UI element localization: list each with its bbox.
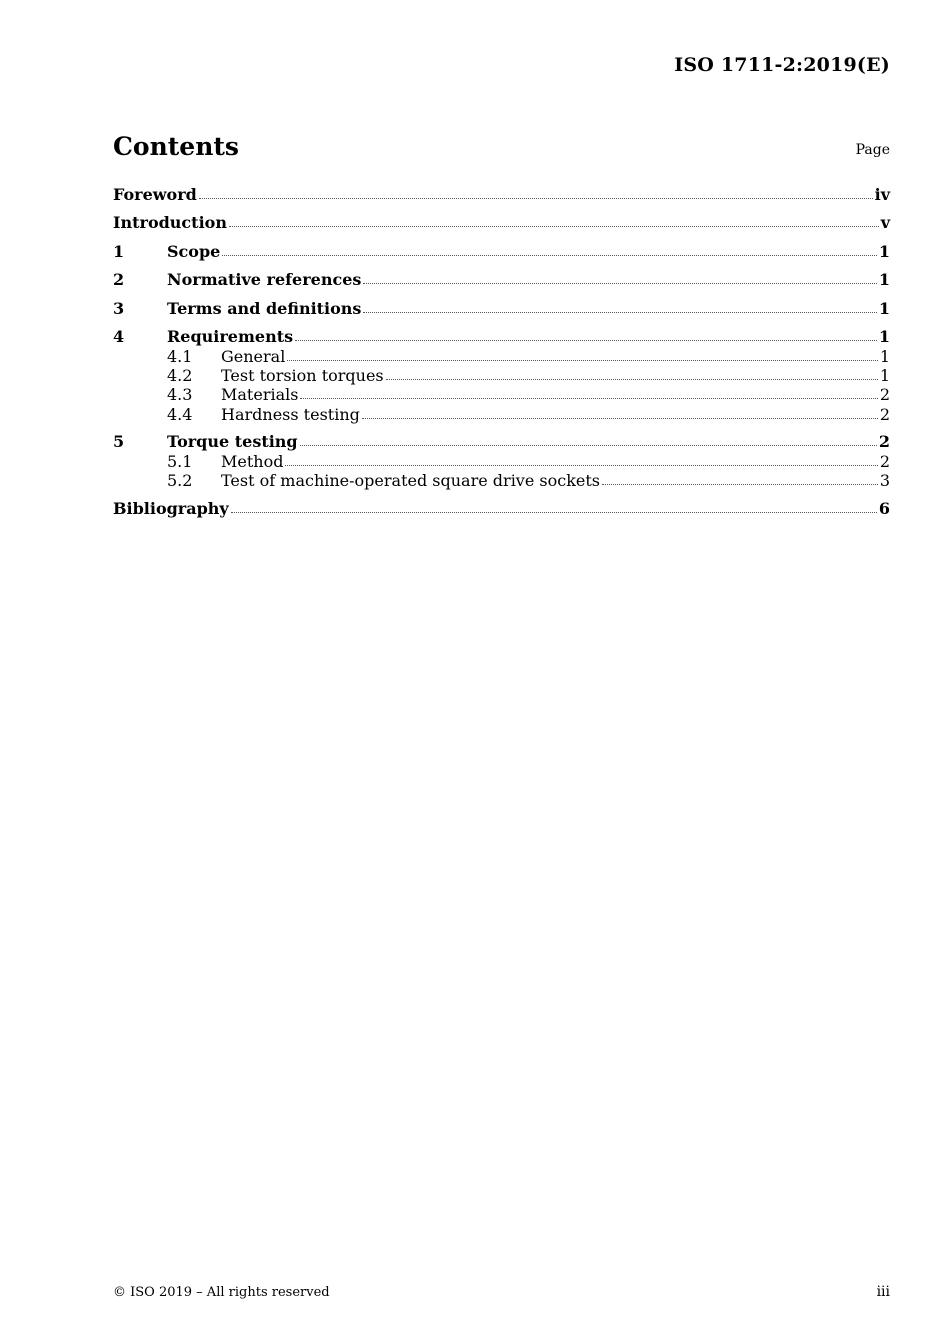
toc-dot-leader [362,417,878,419]
toc-dot-leader [363,282,876,284]
toc-entry-page: 2 [879,452,890,471]
toc-entry-title: Materials [221,385,299,404]
toc-entry-page: 1 [878,242,890,261]
toc-entry-number: 1 [113,242,125,261]
toc-entry-page: 1 [879,347,890,366]
toc-entry-title: Scope [167,242,221,261]
page-column-label: Page [855,142,890,158]
toc-entry-title: Test torsion torques [221,366,384,385]
toc-entry-page: 1 [879,366,890,385]
toc-entry-number: 4.1 [167,347,193,366]
toc-dot-leader [363,311,876,313]
toc-entry[interactable] [113,405,890,424]
toc-entry-page: 2 [878,432,890,451]
toc-entry-title: Requirements [167,327,294,346]
copyright-notice: © ISO 2019 – All rights reserved [113,1285,330,1300]
toc-entry-title: Introduction [113,213,227,232]
toc-entry-page: 1 [878,299,890,318]
toc-dot-leader [231,511,877,513]
toc-entry-number: 5.2 [167,471,193,490]
toc-entry-page: 6 [878,499,890,518]
toc-entry[interactable] [113,347,890,366]
toc-entry-number: 4.2 [167,366,193,385]
toc-dot-leader [602,483,878,485]
toc-entry[interactable] [113,327,890,346]
page-number: iii [876,1284,890,1300]
toc-entry-number: 4.3 [167,385,193,404]
toc-entry[interactable] [113,471,890,490]
toc-entry[interactable] [113,432,890,451]
toc-entry-page: 3 [879,471,890,490]
toc-entry[interactable] [113,242,890,261]
toc-entry-page: 2 [879,385,890,404]
toc-entry[interactable] [113,499,890,518]
toc-dot-leader [287,359,877,361]
toc-entry[interactable] [113,385,890,404]
toc-dot-leader [295,339,877,341]
toc-entry-number: 3 [113,299,125,318]
toc-entry-title: Terms and definitions [167,299,362,318]
toc-entry-title: Test of machine-operated square drive sockets [221,471,601,490]
toc-entry-number: 5.1 [167,452,193,471]
toc-dot-leader [222,254,877,256]
toc-entry-title: Method [221,452,284,471]
toc-entry-number: 4.4 [167,405,193,424]
toc-dot-leader [199,197,873,199]
toc-entry-page: 1 [878,270,890,289]
toc-entry[interactable] [113,213,890,232]
toc-dot-leader [300,444,877,446]
toc-entry-page: v [880,213,890,232]
toc-entry-page: iv [874,185,890,204]
toc-dot-leader [229,225,879,227]
toc-entry[interactable] [113,452,890,471]
toc-dot-leader [285,464,877,466]
toc-entry[interactable] [113,185,890,204]
toc-entry[interactable] [113,270,890,289]
toc-entry[interactable] [113,299,890,318]
contents-heading: Contents [113,132,240,161]
toc-entry-page: 2 [879,405,890,424]
toc-entry-title: Torque testing [167,432,298,451]
toc-entry-title: Bibliography [113,499,229,518]
document-id: ISO 1711-2:2019(E) [674,54,890,76]
toc-entry-number: 2 [113,270,125,289]
toc-entry-title: Foreword [113,185,197,204]
toc-entry-number: 5 [113,432,125,451]
toc-entry-page: 1 [878,327,890,346]
toc-entry-number: 4 [113,327,125,346]
toc-entry-title: Normative references [167,270,362,289]
toc-entry-title: Hardness testing [221,405,360,424]
toc-dot-leader [386,378,878,380]
toc-entry[interactable] [113,366,890,385]
toc-entry-title: General [221,347,286,366]
toc-dot-leader [300,397,877,399]
